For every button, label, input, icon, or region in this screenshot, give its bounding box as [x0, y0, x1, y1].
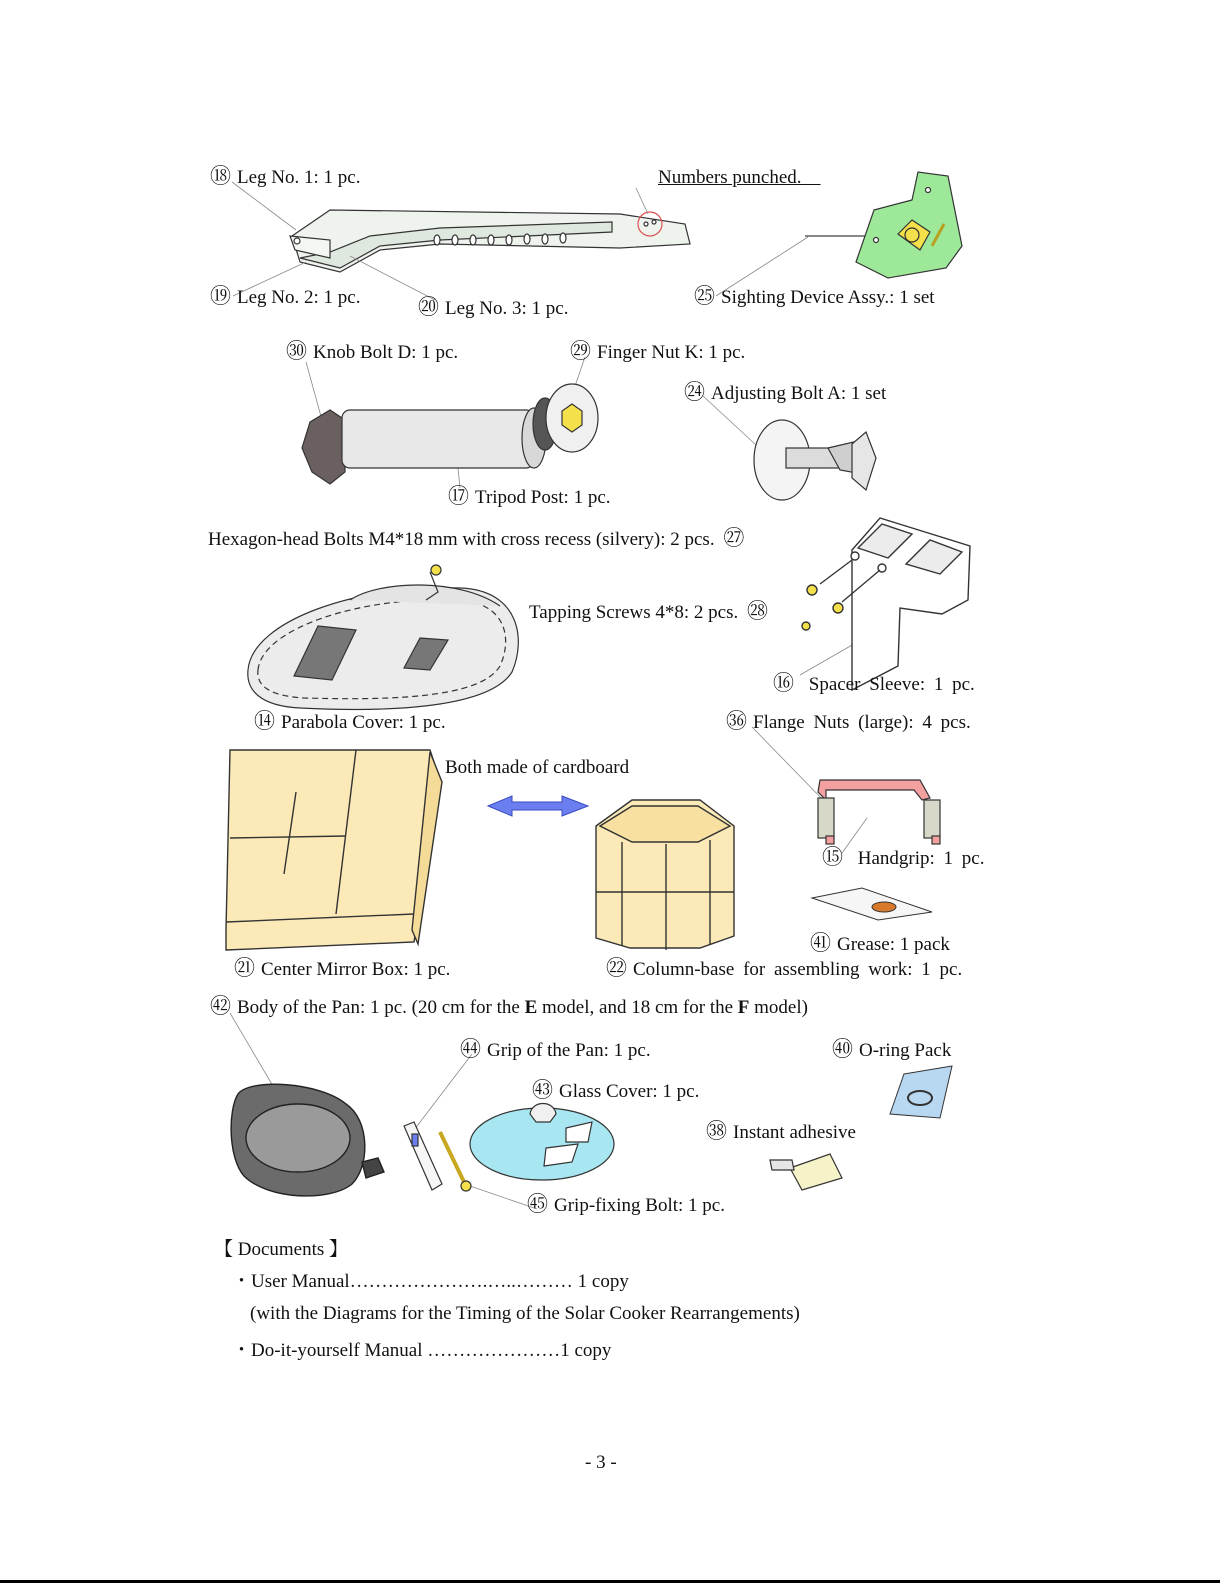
label-flange-nuts: ㊱ Flange Nuts (large): 4 pcs.	[726, 709, 971, 733]
label-instant-adhesive: ㊳ Instant adhesive	[706, 1119, 856, 1143]
documents-diy-manual: ・Do-it-yourself Manual …………………1 copy	[232, 1340, 612, 1361]
legs-drawing	[290, 210, 690, 272]
glass-cover-drawing	[470, 1104, 614, 1181]
label-cardboard-note: Both made of cardboard	[445, 757, 630, 778]
label-pan-grip: ㊹ Grip of the Pan: 1 pc.	[460, 1037, 651, 1061]
label-leg-1: ⑱ Leg No. 1: 1 pc.	[210, 164, 361, 188]
label-grease: ㊶ Grease: 1 pack	[810, 931, 950, 955]
label-numbers-punched: Numbers punched.	[658, 167, 802, 188]
label-handgrip: ⑮ Handgrip: 1 pc.	[822, 845, 985, 869]
label-knob-bolt: ㉚ Knob Bolt D: 1 pc.	[286, 339, 459, 363]
label-tapping-screws: Tapping Screws 4*8: 2 pcs. ㉘	[529, 599, 768, 623]
label-finger-nut: ㉙ Finger Nut K: 1 pc.	[570, 339, 746, 363]
handgrip-drawing	[818, 780, 940, 844]
pan-grip-drawing	[404, 1122, 471, 1191]
label-grip-fixing-bolt: ㊺ Grip-fixing Bolt: 1 pc.	[527, 1192, 725, 1216]
label-parabola-cover: ⑭ Parabola Cover: 1 pc.	[254, 709, 446, 733]
oring-pack-drawing	[890, 1066, 952, 1118]
label-hex-bolts: Hexagon-head Bolts M4*18 mm with cross recess (silvery): 2 pcs. ㉗	[208, 526, 745, 550]
label-glass-cover: ㊸ Glass Cover: 1 pc.	[532, 1078, 700, 1102]
label-adjusting-bolt: ㉔ Adjusting Bolt A: 1 set	[684, 380, 887, 404]
grease-pack-drawing	[812, 888, 932, 920]
spacer-sleeve-drawing	[802, 518, 970, 690]
label-sighting-device: ㉕ Sighting Device Assy.: 1 set	[694, 284, 935, 308]
label-oring-pack: ㊵ O-ring Pack	[832, 1037, 952, 1061]
label-leg-3: ⑳ Leg No. 3: 1 pc.	[418, 295, 569, 319]
double-arrow	[488, 796, 588, 816]
column-base-drawing	[596, 800, 734, 950]
documents-user-manual: ・User Manual………………….…..……… 1 copy	[232, 1271, 629, 1292]
label-tripod-post: ⑰ Tripod Post: 1 pc.	[448, 484, 611, 508]
label-column-base: ㉒ Column-base for assembling work: 1 pc.	[606, 956, 963, 980]
label-center-mirror-box: ㉑ Center Mirror Box: 1 pc.	[234, 956, 451, 980]
adhesive-tube-drawing	[770, 1154, 842, 1190]
center-mirror-box-drawing	[226, 750, 442, 950]
label-leg-2: ⑲ Leg No. 2: 1 pc.	[210, 284, 361, 308]
tripod-post-drawing	[302, 384, 598, 484]
sighting-device-drawing	[856, 172, 962, 278]
label-spacer-sleeve: ⑯ Spacer Sleeve: 1 pc.	[773, 671, 975, 695]
pan-drawing	[231, 1084, 384, 1196]
label-pan-body: ㊷ Body of the Pan: 1 pc. (20 cm for the E model, and 18 cm for the F model)	[210, 994, 808, 1018]
documents-user-manual-note: (with the Diagrams for the Timing of the Solar Cooker Rearrangements)	[250, 1303, 800, 1324]
page-number: - 3 -	[585, 1452, 617, 1473]
documents-heading: 【 Documents 】	[214, 1239, 349, 1260]
adjusting-bolt-drawing	[754, 420, 876, 500]
parabola-cover-drawing	[248, 565, 518, 709]
